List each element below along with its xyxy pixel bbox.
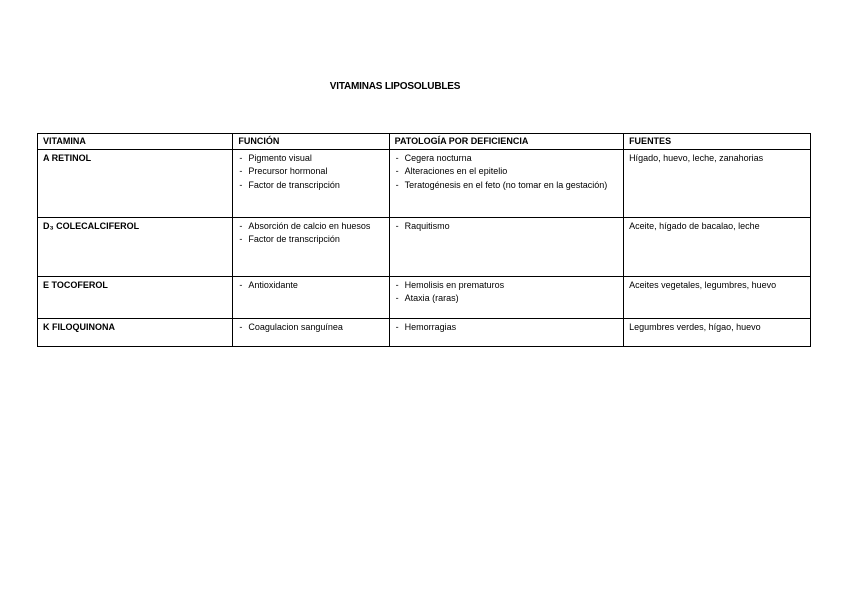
deficiency-cell — [389, 149, 623, 217]
function-item: - Antioxidante — [238, 279, 383, 293]
deficiency-cell — [389, 217, 623, 276]
deficiency-item: - Alteraciones en el epitelio — [395, 165, 618, 179]
sources-cell: Legumbres verdes, hígao, huevo — [624, 318, 811, 346]
function-item: - Factor de transcripción — [238, 233, 383, 247]
header-fuentes: FUENTES — [624, 134, 811, 150]
deficiency-item: - Hemorragias — [395, 321, 618, 335]
sources-cell: Hígado, huevo, leche, zanahorias — [624, 149, 811, 217]
header-funcion: FUNCIÓN — [233, 134, 389, 150]
vitamin-name-cell: A RETINOL — [38, 149, 233, 217]
function-list — [238, 220, 383, 247]
deficiency-item: - Raquitismo — [395, 220, 618, 234]
vitamins-table — [37, 133, 811, 347]
function-item: - Factor de transcripción — [238, 179, 383, 193]
table-row-vitamin-a — [38, 149, 811, 217]
table-row-vitamin-e — [38, 276, 811, 318]
vitamin-name-cell: E TOCOFEROL — [38, 276, 233, 318]
sources-cell: Aceite, hígado de bacalao, leche — [624, 217, 811, 276]
vitamin-name-cell: D₃ COLECALCIFEROL — [38, 217, 233, 276]
vitamin-name-cell: K FILOQUINONA — [38, 318, 233, 346]
deficiency-list — [395, 321, 618, 335]
function-item: - Precursor hormonal — [238, 165, 383, 179]
page-title: VITAMINAS LIPOSOLUBLES — [329, 81, 461, 92]
function-item: - Absorción de calcio en huesos — [238, 220, 383, 234]
function-cell — [233, 217, 389, 276]
deficiency-item: - Teratogénesis en el feto (no tomar en la gestación) — [395, 179, 618, 193]
function-cell — [233, 149, 389, 217]
deficiency-list — [395, 152, 618, 193]
header-vitamina: VITAMINA — [38, 134, 233, 150]
function-list — [238, 321, 383, 335]
function-list — [238, 152, 383, 193]
table-header-row — [38, 134, 811, 150]
deficiency-item: - Ataxia (raras) — [395, 292, 618, 306]
deficiency-item: - Cegera nocturna — [395, 152, 618, 166]
function-item: - Coagulacion sanguínea — [238, 321, 383, 335]
sources-cell: Aceites vegetales, legumbres, huevo — [624, 276, 811, 318]
deficiency-list — [395, 220, 618, 234]
function-cell — [233, 276, 389, 318]
deficiency-item: - Hemolisis en prematuros — [395, 279, 618, 293]
function-item: - Pigmento visual — [238, 152, 383, 166]
deficiency-list — [395, 279, 618, 306]
deficiency-cell — [389, 276, 623, 318]
function-list — [238, 279, 383, 293]
table-row-vitamin-k — [38, 318, 811, 346]
function-cell — [233, 318, 389, 346]
deficiency-cell — [389, 318, 623, 346]
table-row-vitamin-d — [38, 217, 811, 276]
header-patologia: PATOLOGÍA POR DEFICIENCIA — [389, 134, 623, 150]
